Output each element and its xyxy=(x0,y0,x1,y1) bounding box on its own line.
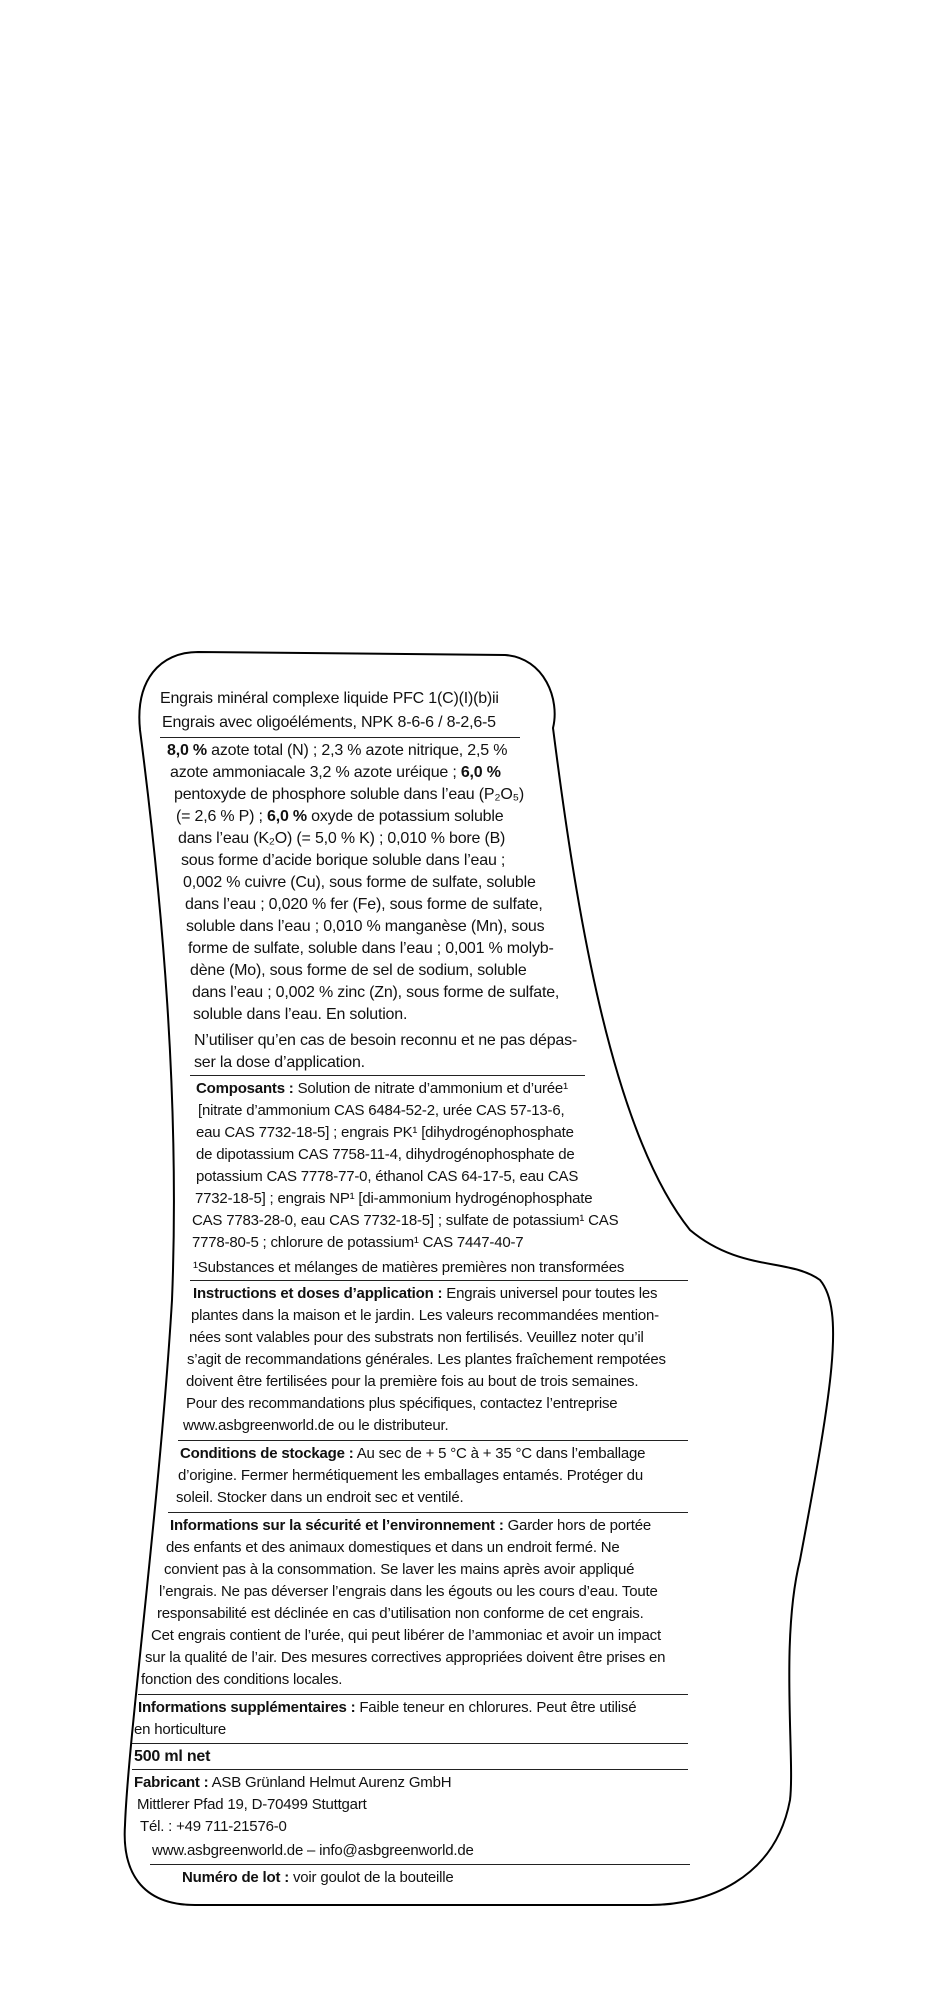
components-line: [nitrate d’ammonium CAS 6484-52-2, urée CAS 57-13-6, xyxy=(198,1102,565,1119)
components-line: 7732-18-5] ; engrais NP¹ [di-ammonium hydrogénophosphate xyxy=(195,1190,593,1207)
components-line: Solution de nitrate d’ammonium et d’urée¹ xyxy=(293,1080,568,1097)
section-label: Conditions de stockage : xyxy=(180,1445,354,1462)
composition-line: dans l’eau ; 0,020 % fer (Fe), sous forme de sulfate, xyxy=(185,896,543,913)
divider xyxy=(190,1280,688,1281)
potassium-percent: 6,0 % xyxy=(267,808,307,825)
usage-warning: ser la dose d’application. xyxy=(194,1054,365,1071)
instructions-line: s’agit de recommandations générales. Les plantes fraîchement rempotées xyxy=(187,1351,666,1368)
composition-line: soluble dans l’eau. En solution. xyxy=(193,1006,408,1023)
components-line: 7778-80-5 ; chlorure de potassium¹ CAS 7447-40-7 xyxy=(192,1234,524,1251)
manufacturer-phone: Tél. : +49 711-21576-0 xyxy=(140,1818,287,1835)
composition-line: oxyde de potassium soluble xyxy=(306,808,504,825)
safety-line: l’engrais. Ne pas déverser l’engrais dans les égouts ou les cours d’eau. Toute xyxy=(159,1583,658,1600)
divider xyxy=(168,1512,688,1513)
components-footnote: ¹Substances et mélanges de matières premières non transformées xyxy=(193,1259,625,1276)
manufacturer-contact: www.asbgreenworld.de – info@asbgreenworld.de xyxy=(152,1842,474,1859)
usage-warning: N’utiliser qu’en cas de besoin reconnu et ne pas dépas- xyxy=(194,1032,578,1049)
instructions-line: nées sont valables pour des substrats non fertilisés. Veuillez noter qu’il xyxy=(189,1329,644,1346)
composition-line: 0,002 % cuivre (Cu), sous forme de sulfate, soluble xyxy=(183,874,536,891)
divider xyxy=(190,1075,585,1076)
composition-line: azote ammoniacale 3,2 % azote uréique ; xyxy=(170,764,461,781)
lot-value: voir goulot de la bouteille xyxy=(289,1869,454,1886)
storage-line: Au sec de + 5 °C à + 35 °C dans l’emballage xyxy=(353,1445,646,1462)
divider xyxy=(178,1440,688,1441)
extra-line: en horticulture xyxy=(134,1721,227,1738)
product-title: Engrais minéral complexe liquide PFC 1(C)(I)(b)ii xyxy=(160,690,499,707)
divider xyxy=(160,737,520,738)
composition-line: azote total (N) ; 2,3 % azote nitrique, 2,5 % xyxy=(206,742,508,759)
composition-line: dans l’eau ; 0,002 % zinc (Zn), sous forme de sulfate, xyxy=(192,984,560,1001)
section-label: Fabricant : xyxy=(134,1774,209,1791)
divider xyxy=(132,1743,688,1744)
nitrogen-percent: 8,0 % xyxy=(167,742,207,759)
components-line: eau CAS 7732-18-5] ; engrais PK¹ [dihydrogénophosphate xyxy=(196,1124,574,1141)
composition-line: soluble dans l’eau ; 0,010 % manganèse (Mn), sous xyxy=(186,918,545,935)
safety-line: des enfants et des animaux domestiques et dans un endroit fermé. Ne xyxy=(166,1539,620,1556)
instructions-line: plantes dans la maison et le jardin. Les valeurs recommandées mention- xyxy=(191,1307,659,1324)
section-label: Numéro de lot : xyxy=(182,1869,290,1886)
composition-line: pentoxyde de phosphore soluble dans l’eau (P₂O₅) xyxy=(174,786,524,803)
composition-line: sous forme d’acide borique soluble dans l’eau ; xyxy=(181,852,506,869)
divider xyxy=(138,1694,688,1695)
safety-line: responsabilité est déclinée en cas d’utilisation non conforme de cet engrais. xyxy=(157,1605,644,1622)
safety-line: convient pas à la consommation. Se laver les mains après avoir appliqué xyxy=(164,1561,635,1578)
storage-line: d’origine. Fermer hermétiquement les emballages entamés. Protéger du xyxy=(178,1467,643,1484)
section-label: Instructions et doses d’application : xyxy=(193,1285,443,1302)
safety-line: Cet engrais contient de l’urée, qui peut libérer de l’ammoniac et avoir un impact xyxy=(151,1627,661,1644)
divider xyxy=(132,1769,688,1770)
extra-line: Faible teneur en chlorures. Peut être utilisé xyxy=(355,1699,637,1716)
composition-line: (= 2,6 % P) ; xyxy=(176,808,268,825)
composition-line: dans l’eau (K₂O) (= 5,0 % K) ; 0,010 % bore (B) xyxy=(178,830,506,847)
lot-number xyxy=(182,1867,454,1889)
section-label: Composants : xyxy=(196,1080,294,1097)
composition-line: forme de sulfate, soluble dans l’eau ; 0,001 % molyb- xyxy=(188,940,554,957)
components-line: potassium CAS 7778-77-0, éthanol CAS 64-17-5, eau CAS xyxy=(196,1168,579,1185)
instructions-line: doivent être fertilisées pour la première fois au bout de trois semaines. xyxy=(186,1373,639,1390)
net-volume: 500 ml net xyxy=(134,1748,211,1765)
phosphorus-percent: 6,0 % xyxy=(460,764,501,781)
composition-line: dène (Mo), sous forme de sel de sodium, soluble xyxy=(190,962,527,979)
manufacturer-address: Mittlerer Pfad 19, D-70499 Stuttgart xyxy=(137,1796,367,1813)
product-subtitle: Engrais avec oligoéléments, NPK 8-6-6 / 8-2,6-5 xyxy=(162,714,496,731)
section-label: Informations supplémentaires : xyxy=(138,1699,356,1716)
components-line: CAS 7783-28-0, eau CAS 7732-18-5] ; sulfate de potassium¹ CAS xyxy=(192,1212,619,1229)
section-label: Informations sur la sécurité et l’environnement : xyxy=(170,1517,504,1534)
components-line: de dipotassium CAS 7758-11-4, dihydrogénophosphate de xyxy=(196,1146,575,1163)
safety-line: sur la qualité de l’air. Des mesures correctives appropriées doivent être prises en xyxy=(145,1649,666,1666)
instructions-line: www.asbgreenworld.de ou le distributeur. xyxy=(183,1417,449,1434)
manufacturer-name: ASB Grünland Helmut Aurenz GmbH xyxy=(208,1774,452,1791)
safety-line: fonction des conditions locales. xyxy=(141,1671,343,1688)
storage-line: soleil. Stocker dans un endroit sec et ventilé. xyxy=(176,1489,464,1506)
safety-line: Garder hors de portée xyxy=(503,1517,651,1534)
instructions-line: Pour des recommandations plus spécifiques, contactez l’entreprise xyxy=(186,1395,618,1412)
instructions-line: Engrais universel pour toutes les xyxy=(442,1285,658,1302)
divider xyxy=(150,1864,690,1865)
